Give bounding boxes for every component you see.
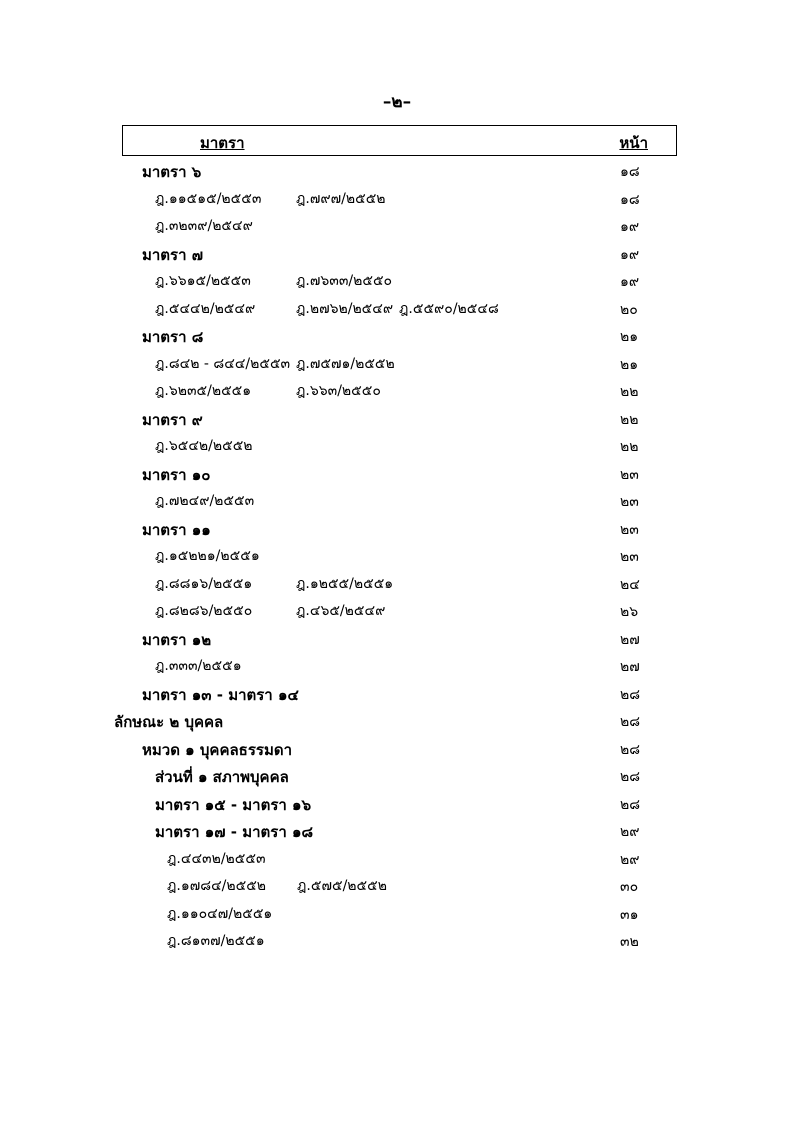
- toc-entry-row: [0, 926, 794, 954]
- toc-page-number: ๒๒: [620, 439, 639, 455]
- toc-entry-row: [0, 651, 794, 679]
- case-reference: ฎ.๗๙๗/๒๕๕๒: [296, 190, 386, 207]
- toc-entry-row: [0, 211, 794, 239]
- toc-page-number: ๒๑: [620, 356, 639, 373]
- case-reference: ฎ.๕๗๕/๒๕๕๒: [297, 878, 387, 894]
- toc-entry-row: [0, 541, 794, 569]
- case-reference: ฎ.๕๔๔๒/๒๕๔๙: [155, 300, 256, 317]
- case-reference: ฎ.๓๓๓/๒๕๕๑: [155, 658, 242, 674]
- toc-page-number: ๓๑: [620, 906, 639, 923]
- toc-heading-row: [0, 816, 794, 844]
- toc-entry-row: [0, 899, 794, 927]
- toc-page-number: ๒๒: [620, 384, 639, 400]
- toc-page-number: ๑๙: [620, 274, 640, 290]
- toc-page-number: ๒๐: [620, 301, 638, 318]
- toc-heading-row: [0, 321, 794, 349]
- case-reference: ฎ.๖๖๑๕/๒๕๕๓: [155, 273, 251, 289]
- toc-heading-text: มาตรา ๑๗ - มาตรา ๑๘: [155, 823, 314, 841]
- case-reference: ฎ.๔๔๓๒/๒๕๕๓: [167, 850, 266, 867]
- toc-heading-text: ส่วนที่ ๑ สภาพบุคคล: [155, 768, 289, 786]
- case-reference: ฎ.๑๑๐๔๗/๒๕๕๑: [167, 905, 273, 922]
- toc-page-number: ๒๒: [620, 411, 639, 428]
- toc-entry-row: [0, 266, 794, 294]
- toc-heading-row: [0, 761, 794, 789]
- toc-page-number: ๒๓: [620, 466, 639, 483]
- toc-entry-row: [0, 184, 794, 212]
- toc-heading-text: มาตรา ๑๕ - มาตรา ๑๖: [155, 795, 312, 814]
- case-reference: ฎ.๗๖๓๓/๒๕๕๐: [296, 273, 393, 289]
- toc-entry-row: [0, 376, 794, 404]
- case-reference: ฎ.๔๖๕/๒๕๔๙: [296, 603, 386, 619]
- toc-entry-row: [0, 871, 794, 899]
- toc-page-number: ๒๖: [620, 604, 639, 620]
- toc-entry-row: [0, 486, 794, 514]
- toc-page-number: ๒๓: [620, 549, 639, 565]
- toc-heading-text: มาตรา ๗: [142, 245, 204, 264]
- toc-page-number: ๒๘: [620, 769, 641, 785]
- case-reference: ฎ.๖๕๔๒/๒๕๕๒: [155, 438, 253, 454]
- case-reference: ฎ.๑๕๒๒๑/๒๕๕๑: [155, 548, 260, 564]
- case-reference: ฎ.๑๒๕๕/๒๕๕๑: [296, 575, 394, 592]
- toc-heading-text: มาตรา ๙: [142, 410, 203, 429]
- toc-heading-row: [0, 734, 794, 762]
- toc-heading-text: หมวด ๑ บุคคลธรรมดา: [142, 740, 293, 759]
- case-reference: ฎ.๘๘๑๖/๒๕๕๑: [155, 575, 253, 592]
- toc-heading-text: มาตรา ๘: [142, 328, 204, 346]
- toc-entry-row: [0, 349, 794, 377]
- case-reference: ฎ.๘๒๘๖/๒๕๕๐: [155, 603, 253, 619]
- toc-page-number: ๑๙: [620, 219, 640, 235]
- case-reference: ฎ.๒๗๖๒/๒๕๔๙: [296, 300, 394, 317]
- toc-page-number: ๑๘: [620, 191, 640, 208]
- toc-page-number: ๒๓: [620, 521, 639, 538]
- case-reference: ฎ.๗๕๗๑/๒๕๕๒: [296, 355, 395, 372]
- toc-page-number: ๑๙: [620, 246, 640, 263]
- page-column-label: หน้า: [619, 134, 648, 152]
- table-of-contents: [0, 156, 794, 954]
- case-reference: ฎ.๘๑๓๗/๒๕๕๑: [167, 933, 265, 949]
- toc-page-number: ๒๘: [620, 796, 641, 813]
- toc-heading-row: [0, 156, 794, 184]
- toc-heading-text: ลักษณะ ๒ บุคคล: [114, 713, 224, 731]
- toc-heading-row: [0, 789, 794, 817]
- case-reference: ฎ.๗๒๔๙/๒๕๕๓: [155, 493, 255, 509]
- section-column-label: มาตรา: [200, 134, 245, 152]
- toc-page-number: ๒๘: [620, 714, 641, 730]
- case-reference: ฎ.๑๑๕๑๕/๒๕๕๓: [155, 190, 262, 207]
- toc-heading-text: มาตรา ๑๓ - มาตรา ๑๔: [142, 685, 299, 704]
- toc-entry-row: [0, 431, 794, 459]
- toc-page-number: ๒๓: [620, 494, 639, 510]
- toc-heading-row: [0, 239, 794, 267]
- toc-page-number: ๒๗: [620, 659, 640, 675]
- toc-heading-row: [0, 624, 794, 652]
- toc-page-number: ๒๙: [620, 824, 640, 840]
- toc-page-number: ๒๙: [620, 851, 640, 868]
- toc-page-number: ๒๑: [620, 329, 639, 345]
- toc-heading-row: [0, 514, 794, 542]
- toc-page-number: ๓๒: [620, 934, 639, 950]
- toc-page-number: ๒๔: [620, 576, 640, 593]
- toc-heading-row: [0, 404, 794, 432]
- case-reference: ฎ.๖๖๓/๒๕๕๐: [296, 383, 381, 399]
- toc-heading-row: [0, 679, 794, 707]
- toc-page-number: ๒๘: [620, 741, 641, 758]
- page-number: –๒–: [382, 92, 412, 112]
- toc-heading-row: [0, 459, 794, 487]
- toc-heading-row: [0, 706, 794, 734]
- toc-page-number: ๒๗: [620, 631, 640, 648]
- toc-page-number: ๓๐: [620, 879, 639, 895]
- toc-heading-text: มาตรา ๑๐: [142, 465, 211, 484]
- toc-page-number: ๑๘: [620, 164, 640, 180]
- case-reference: ฎ.๓๒๓๙/๒๕๔๙: [155, 218, 253, 234]
- toc-header: [122, 125, 677, 156]
- toc-heading-text: มาตรา ๑๑: [142, 520, 211, 539]
- toc-entry-row: [0, 569, 794, 597]
- case-reference: ฎ.๕๕๙๐/๒๕๔๘: [399, 300, 499, 317]
- toc-heading-text: มาตรา ๑๒: [142, 630, 212, 649]
- case-reference: ฎ.๘๔๒ - ๘๔๔/๒๕๕๓: [155, 355, 291, 372]
- toc-entry-row: [0, 596, 794, 624]
- case-reference: ฎ.๖๒๓๕/๒๕๕๑: [155, 383, 252, 399]
- toc-heading-text: มาตรา ๖: [142, 163, 202, 181]
- toc-page-number: ๒๘: [620, 686, 641, 703]
- case-reference: ฎ.๑๗๘๔/๒๕๕๒: [167, 878, 267, 894]
- toc-entry-row: [0, 294, 794, 322]
- toc-entry-row: [0, 844, 794, 872]
